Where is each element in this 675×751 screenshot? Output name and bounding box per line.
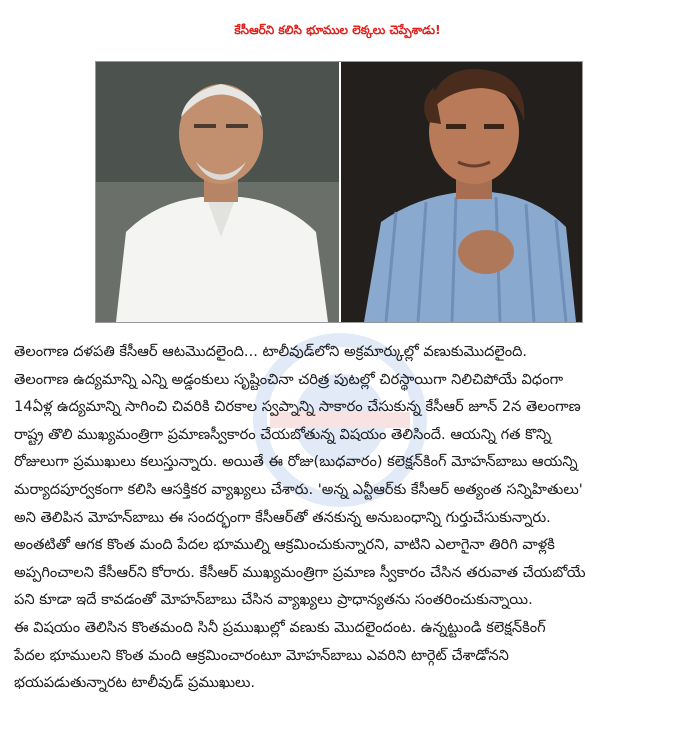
article-line: తెలంగాణ ఉద్యమాన్ని ఎన్ని అడ్డంకులు సృష్టించినా చరిత్ర పుటల్లో చిరస్థాయిగా నిలిచిపోయే విధంగా [14, 370, 564, 388]
photo-illustration [96, 62, 582, 322]
article-line: పేదల భూములని కొంత మంది ఆక్రమించారంటూ మోహన్‌బాబు ఎవరిని టార్గెట్ చేశాడోనని [14, 646, 509, 664]
article-line: రాష్ట్ర తొలి ముఖ్యమంత్రిగా ప్రమాణస్వీకారం చేయబోతున్న విషయం తెలిసిందే. ఆయన్ని గత కొన్ని [14, 425, 552, 443]
article-photo [95, 61, 583, 323]
article-line: 14ఏళ్ల ఉద్యమాన్ని సాగించి చివరికి చిరకాల స్వప్నాన్ని సాకారం చేసుకున్న కేసీఆర్ జూన్ 2న తెలంగాణ [14, 398, 581, 416]
article-line: అని తెలిపిన మోహన్‌బాబు ఈ సందర్భంగా కేసీఆర్‌తో తనకున్న అనుబంధాన్ని గుర్తుచేసుకున్నారు. [14, 508, 551, 526]
article-line: తెలంగాణ దళపతి కేసీఆర్ ఆటమొదలైంది... టాలీవుడ్‌లోని అక్రమార్కుల్లో వణుకుమొదలైంది. [14, 343, 528, 360]
article-headline: కేసీఆర్‌ని కలిసి భూముల లెక్కలు చెప్పేశాడు! [234, 23, 441, 37]
article-line: రోజులుగా ప్రముఖులు కలుస్తున్నారు. అయితే ఈ రోజు(బుధవారం) కలెక్షన్‌కింగ్ మోహన్‌బాబు ఆయన్ని [14, 453, 578, 471]
article-line: అప్పగించాలని కేసీఆర్‌ని కోరారు. కేసీఆర్ ముఖ్యమంత్రిగా ప్రమాణ స్వీకారం చేసిన తరువాత చేయబోయే [14, 563, 586, 581]
article-body [14, 338, 664, 697]
article-line: మర్యాదపూర్వకంగా కలిసి ఆసక్తికర వ్యాఖ్యలు చేశారు. 'అన్న ఎన్టీఆర్‌కు కేసీఆర్ అత్యంత సన్నిహితులు' [14, 480, 583, 498]
article-line: పని కూడా ఇదే కావడంతో మోహన్‌బాబు చేసిన వ్యాఖ్యలు ప్రాధాన్యతను సంతరించుకున్నాయి. [14, 591, 533, 609]
article-line: అంతటితో ఆగక కొంత మంది పేదల భూముల్ని ఆక్రమించుకున్నారని, వాటిని ఎలాగైనా తిరిగి వాళ్లకి [14, 536, 555, 554]
article-line: భయపడుతున్నారట టాలీవుడ్ ప్రముఖులు. [14, 674, 256, 692]
article-line: ఈ విషయం తెలిసిన కొంతమంది సినీ ప్రముఖుల్లో వణుకు మొదలైందంట. ఉన్నట్టుండి కలెక్షన్‌కింగ్ [14, 618, 546, 636]
